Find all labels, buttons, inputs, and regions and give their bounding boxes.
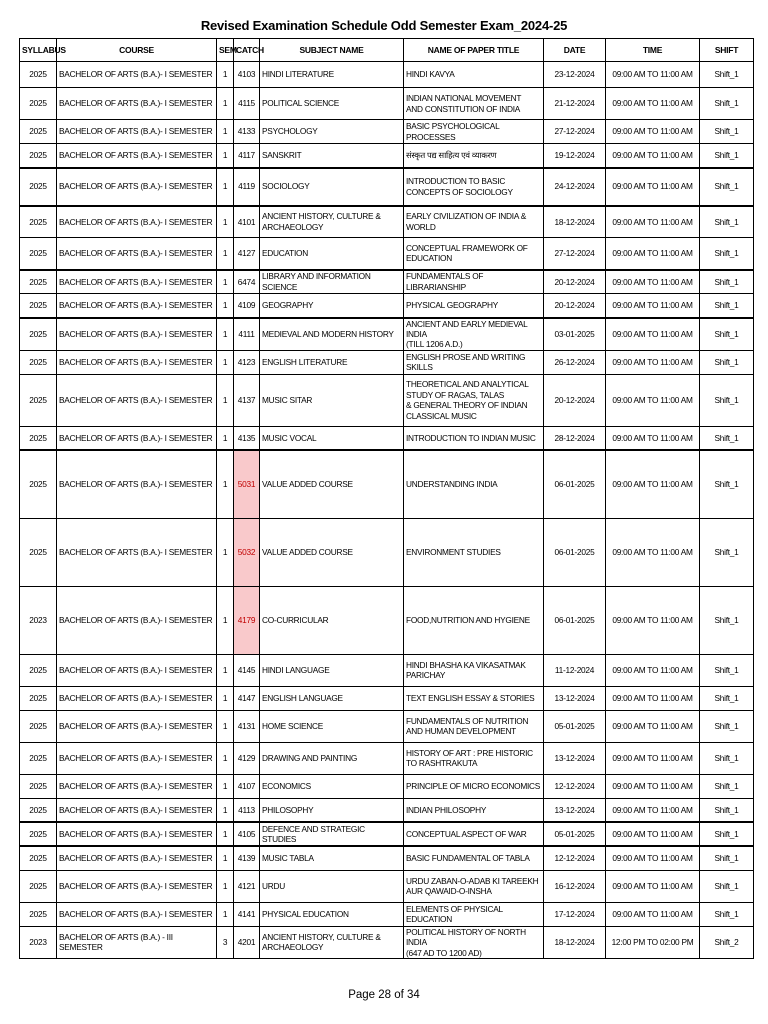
cell-course: BACHELOR OF ARTS (B.A.)- I SEMESTER bbox=[57, 798, 217, 822]
cell-shift: Shift_1 bbox=[700, 822, 754, 846]
cell-sem: 1 bbox=[217, 902, 234, 926]
cell-time: 09:00 AM TO 11:00 AM bbox=[606, 710, 700, 742]
cell-subject: VALUE ADDED COURSE bbox=[260, 450, 404, 518]
cell-time: 09:00 AM TO 11:00 AM bbox=[606, 450, 700, 518]
cell-subject: MUSIC TABLA bbox=[260, 846, 404, 870]
cell-syllabus: 2023 bbox=[20, 926, 57, 958]
table-row bbox=[20, 88, 754, 120]
table-row bbox=[20, 774, 754, 798]
cell-syllabus: 2025 bbox=[20, 654, 57, 686]
cell-syllabus: 2025 bbox=[20, 270, 57, 294]
cell-syllabus: 2025 bbox=[20, 238, 57, 270]
cell-course: BACHELOR OF ARTS (B.A.)- I SEMESTER bbox=[57, 686, 217, 710]
cell-paper: PRINCIPLE OF MICRO ECONOMICS bbox=[404, 774, 544, 798]
cell-time: 09:00 AM TO 11:00 AM bbox=[606, 774, 700, 798]
cell-catch: 4107 bbox=[234, 774, 260, 798]
cell-shift: Shift_1 bbox=[700, 846, 754, 870]
cell-catch: 6474 bbox=[234, 270, 260, 294]
exam-schedule-table bbox=[19, 38, 754, 959]
cell-course: BACHELOR OF ARTS (B.A.)- I SEMESTER bbox=[57, 822, 217, 846]
cell-course: BACHELOR OF ARTS (B.A.)- I SEMESTER bbox=[57, 654, 217, 686]
table-row bbox=[20, 120, 754, 144]
cell-course: BACHELOR OF ARTS (B.A.)- I SEMESTER bbox=[57, 710, 217, 742]
cell-subject: URDU bbox=[260, 870, 404, 902]
cell-syllabus: 2025 bbox=[20, 144, 57, 168]
cell-sem: 1 bbox=[217, 686, 234, 710]
cell-shift: Shift_1 bbox=[700, 798, 754, 822]
page-title: Revised Examination Schedule Odd Semester Exam_2024-25 bbox=[200, 18, 568, 33]
cell-syllabus: 2025 bbox=[20, 318, 57, 351]
cell-subject: DRAWING AND PAINTING bbox=[260, 742, 404, 774]
table-row bbox=[20, 144, 754, 168]
cell-shift: Shift_1 bbox=[700, 774, 754, 798]
table-row bbox=[20, 168, 754, 206]
cell-catch: 4111 bbox=[234, 318, 260, 351]
cell-time: 09:00 AM TO 11:00 AM bbox=[606, 294, 700, 318]
cell-sem: 1 bbox=[217, 144, 234, 168]
cell-syllabus: 2025 bbox=[20, 374, 57, 426]
cell-sem: 1 bbox=[217, 426, 234, 450]
cell-shift: Shift_1 bbox=[700, 294, 754, 318]
cell-time: 09:00 AM TO 11:00 AM bbox=[606, 88, 700, 120]
cell-syllabus: 2025 bbox=[20, 120, 57, 144]
cell-shift: Shift_2 bbox=[700, 926, 754, 958]
cell-sem: 1 bbox=[217, 846, 234, 870]
cell-time: 09:00 AM TO 11:00 AM bbox=[606, 518, 700, 586]
cell-shift: Shift_1 bbox=[700, 426, 754, 450]
cell-date: 18-12-2024 bbox=[544, 206, 606, 238]
cell-subject: DEFENCE AND STRATEGIC STUDIES bbox=[260, 822, 404, 846]
table-row bbox=[20, 742, 754, 774]
cell-course: BACHELOR OF ARTS (B.A.)- I SEMESTER bbox=[57, 374, 217, 426]
header-catch: CATCH bbox=[234, 39, 260, 62]
table-row bbox=[20, 270, 754, 294]
cell-course: BACHELOR OF ARTS (B.A.)- I SEMESTER bbox=[57, 846, 217, 870]
cell-subject: MUSIC SITAR bbox=[260, 374, 404, 426]
cell-syllabus: 2025 bbox=[20, 426, 57, 450]
cell-time: 09:00 AM TO 11:00 AM bbox=[606, 238, 700, 270]
cell-catch: 5032 bbox=[234, 518, 260, 586]
cell-catch: 4113 bbox=[234, 798, 260, 822]
cell-sem: 1 bbox=[217, 586, 234, 654]
cell-date: 03-01-2025 bbox=[544, 318, 606, 351]
cell-paper: ANCIENT AND EARLY MEDIEVAL INDIA (TILL 1206 A.D.) bbox=[404, 318, 544, 351]
cell-time: 12:00 PM TO 02:00 PM bbox=[606, 926, 700, 958]
cell-paper: FOOD,NUTRITION AND HYGIENE bbox=[404, 586, 544, 654]
header-sem: SEM bbox=[217, 39, 234, 62]
cell-shift: Shift_1 bbox=[700, 206, 754, 238]
table-row bbox=[20, 62, 754, 88]
cell-paper: TEXT ENGLISH ESSAY & STORIES bbox=[404, 686, 544, 710]
cell-syllabus: 2025 bbox=[20, 710, 57, 742]
cell-sem: 1 bbox=[217, 774, 234, 798]
cell-subject: ECONOMICS bbox=[260, 774, 404, 798]
cell-syllabus: 2025 bbox=[20, 870, 57, 902]
cell-catch: 4109 bbox=[234, 294, 260, 318]
cell-time: 09:00 AM TO 11:00 AM bbox=[606, 902, 700, 926]
cell-date: 28-12-2024 bbox=[544, 426, 606, 450]
header-paper: NAME OF PAPER TITLE bbox=[404, 39, 544, 62]
cell-sem: 1 bbox=[217, 518, 234, 586]
cell-course: BACHELOR OF ARTS (B.A.)- I SEMESTER bbox=[57, 270, 217, 294]
table-row bbox=[20, 710, 754, 742]
cell-paper: EARLY CIVILIZATION OF INDIA & WORLD bbox=[404, 206, 544, 238]
cell-syllabus: 2025 bbox=[20, 206, 57, 238]
table-row bbox=[20, 822, 754, 846]
cell-course: BACHELOR OF ARTS (B.A.)- I SEMESTER bbox=[57, 350, 217, 374]
cell-date: 19-12-2024 bbox=[544, 144, 606, 168]
table-row bbox=[20, 586, 754, 654]
cell-catch: 4119 bbox=[234, 168, 260, 206]
cell-subject: HOME SCIENCE bbox=[260, 710, 404, 742]
cell-sem: 1 bbox=[217, 120, 234, 144]
cell-paper: URDU ZABAN-O-ADAB KI TAREEKH AUR QAWAID-O-INSHA bbox=[404, 870, 544, 902]
cell-syllabus: 2025 bbox=[20, 88, 57, 120]
cell-course: BACHELOR OF ARTS (B.A.)- I SEMESTER bbox=[57, 120, 217, 144]
cell-time: 09:00 AM TO 11:00 AM bbox=[606, 350, 700, 374]
cell-shift: Shift_1 bbox=[700, 654, 754, 686]
table-row bbox=[20, 926, 754, 958]
cell-date: 20-12-2024 bbox=[544, 270, 606, 294]
cell-time: 09:00 AM TO 11:00 AM bbox=[606, 270, 700, 294]
cell-shift: Shift_1 bbox=[700, 144, 754, 168]
cell-sem: 1 bbox=[217, 294, 234, 318]
cell-course: BACHELOR OF ARTS (B.A.)- I SEMESTER bbox=[57, 870, 217, 902]
cell-time: 09:00 AM TO 11:00 AM bbox=[606, 654, 700, 686]
cell-time: 09:00 AM TO 11:00 AM bbox=[606, 846, 700, 870]
cell-course: BACHELOR OF ARTS (B.A.)- I SEMESTER bbox=[57, 426, 217, 450]
cell-date: 12-12-2024 bbox=[544, 846, 606, 870]
cell-course: BACHELOR OF ARTS (B.A.)- I SEMESTER bbox=[57, 88, 217, 120]
cell-subject: VALUE ADDED COURSE bbox=[260, 518, 404, 586]
cell-date: 05-01-2025 bbox=[544, 710, 606, 742]
cell-course: BACHELOR OF ARTS (B.A.)- I SEMESTER bbox=[57, 742, 217, 774]
table-row bbox=[20, 294, 754, 318]
cell-course: BACHELOR OF ARTS (B.A.)- I SEMESTER bbox=[57, 902, 217, 926]
cell-course: BACHELOR OF ARTS (B.A.)- I SEMESTER bbox=[57, 62, 217, 88]
cell-date: 20-12-2024 bbox=[544, 294, 606, 318]
cell-subject: ENGLISH LITERATURE bbox=[260, 350, 404, 374]
cell-syllabus: 2025 bbox=[20, 774, 57, 798]
cell-catch: 4141 bbox=[234, 902, 260, 926]
cell-shift: Shift_1 bbox=[700, 168, 754, 206]
cell-time: 09:00 AM TO 11:00 AM bbox=[606, 798, 700, 822]
cell-paper: HINDI KAVYA bbox=[404, 62, 544, 88]
table-row bbox=[20, 902, 754, 926]
cell-course: BACHELOR OF ARTS (B.A.)- I SEMESTER bbox=[57, 586, 217, 654]
cell-syllabus: 2025 bbox=[20, 294, 57, 318]
cell-subject: HINDI LITERATURE bbox=[260, 62, 404, 88]
cell-catch: 4137 bbox=[234, 374, 260, 426]
cell-syllabus: 2025 bbox=[20, 350, 57, 374]
cell-shift: Shift_1 bbox=[700, 318, 754, 351]
cell-paper: BASIC PSYCHOLOGICAL PROCESSES bbox=[404, 120, 544, 144]
cell-date: 21-12-2024 bbox=[544, 88, 606, 120]
table-row bbox=[20, 846, 754, 870]
cell-catch: 4121 bbox=[234, 870, 260, 902]
header-subject: SUBJECT NAME bbox=[260, 39, 404, 62]
cell-subject: MEDIEVAL AND MODERN HISTORY bbox=[260, 318, 404, 351]
cell-shift: Shift_1 bbox=[700, 62, 754, 88]
header-date: DATE bbox=[544, 39, 606, 62]
cell-course: BACHELOR OF ARTS (B.A.)- I SEMESTER bbox=[57, 144, 217, 168]
cell-catch: 4115 bbox=[234, 88, 260, 120]
page-number: Page 28 of 34 bbox=[348, 989, 420, 1001]
cell-sem: 1 bbox=[217, 168, 234, 206]
cell-subject: POLITICAL SCIENCE bbox=[260, 88, 404, 120]
cell-time: 09:00 AM TO 11:00 AM bbox=[606, 120, 700, 144]
cell-subject: SOCIOLOGY bbox=[260, 168, 404, 206]
cell-course: BACHELOR OF ARTS (B.A.)- I SEMESTER bbox=[57, 774, 217, 798]
cell-time: 09:00 AM TO 11:00 AM bbox=[606, 426, 700, 450]
cell-sem: 3 bbox=[217, 926, 234, 958]
table-row bbox=[20, 318, 754, 351]
cell-time: 09:00 AM TO 11:00 AM bbox=[606, 144, 700, 168]
cell-date: 18-12-2024 bbox=[544, 926, 606, 958]
cell-catch: 4123 bbox=[234, 350, 260, 374]
cell-date: 23-12-2024 bbox=[544, 62, 606, 88]
cell-catch: 5031 bbox=[234, 450, 260, 518]
cell-date: 11-12-2024 bbox=[544, 654, 606, 686]
cell-time: 09:00 AM TO 11:00 AM bbox=[606, 206, 700, 238]
cell-course: BACHELOR OF ARTS (B.A.)- I SEMESTER bbox=[57, 294, 217, 318]
cell-date: 13-12-2024 bbox=[544, 686, 606, 710]
cell-paper: CONCEPTUAL FRAMEWORK OF EDUCATION bbox=[404, 238, 544, 270]
cell-time: 09:00 AM TO 11:00 AM bbox=[606, 318, 700, 351]
cell-paper: FUNDAMENTALS OF LIBRARIANSHIP bbox=[404, 270, 544, 294]
cell-syllabus: 2025 bbox=[20, 686, 57, 710]
cell-sem: 1 bbox=[217, 654, 234, 686]
cell-subject: PSYCHOLOGY bbox=[260, 120, 404, 144]
cell-date: 06-01-2025 bbox=[544, 586, 606, 654]
cell-date: 17-12-2024 bbox=[544, 902, 606, 926]
cell-sem: 1 bbox=[217, 206, 234, 238]
cell-course: BACHELOR OF ARTS (B.A.)- I SEMESTER bbox=[57, 318, 217, 351]
cell-date: 05-01-2025 bbox=[544, 822, 606, 846]
table-header-row bbox=[20, 39, 754, 62]
cell-time: 09:00 AM TO 11:00 AM bbox=[606, 168, 700, 206]
cell-shift: Shift_1 bbox=[700, 374, 754, 426]
cell-syllabus: 2025 bbox=[20, 450, 57, 518]
cell-shift: Shift_1 bbox=[700, 238, 754, 270]
cell-sem: 1 bbox=[217, 742, 234, 774]
cell-shift: Shift_1 bbox=[700, 586, 754, 654]
cell-catch: 4147 bbox=[234, 686, 260, 710]
cell-syllabus: 2025 bbox=[20, 62, 57, 88]
cell-sem: 1 bbox=[217, 798, 234, 822]
cell-shift: Shift_1 bbox=[700, 686, 754, 710]
cell-catch: 4133 bbox=[234, 120, 260, 144]
cell-paper: THEORETICAL AND ANALYTICAL STUDY OF RAGAS, TALAS & GENERAL THEORY OF INDIAN CLASSICAL MUSIC bbox=[404, 374, 544, 426]
cell-catch: 4179 bbox=[234, 586, 260, 654]
cell-subject: SANSKRIT bbox=[260, 144, 404, 168]
table-row bbox=[20, 450, 754, 518]
header-syllabus: SYLLABUS bbox=[20, 39, 57, 62]
cell-catch: 4201 bbox=[234, 926, 260, 958]
cell-subject: ANCIENT HISTORY, CULTURE & ARCHAEOLOGY bbox=[260, 206, 404, 238]
cell-date: 24-12-2024 bbox=[544, 168, 606, 206]
cell-course: BACHELOR OF ARTS (B.A.)- I SEMESTER bbox=[57, 450, 217, 518]
cell-shift: Shift_1 bbox=[700, 270, 754, 294]
cell-date: 16-12-2024 bbox=[544, 870, 606, 902]
cell-sem: 1 bbox=[217, 270, 234, 294]
cell-syllabus: 2025 bbox=[20, 518, 57, 586]
cell-time: 09:00 AM TO 11:00 AM bbox=[606, 742, 700, 774]
cell-date: 13-12-2024 bbox=[544, 742, 606, 774]
cell-paper: संस्कृत पद्य साहित्य एवं व्याकरण bbox=[404, 144, 544, 168]
cell-subject: PHYSICAL EDUCATION bbox=[260, 902, 404, 926]
cell-paper: INTRODUCTION TO BASIC CONCEPTS OF SOCIOLOGY bbox=[404, 168, 544, 206]
cell-paper: ELEMENTS OF PHYSICAL EDUCATION bbox=[404, 902, 544, 926]
cell-subject: MUSIC VOCAL bbox=[260, 426, 404, 450]
cell-date: 06-01-2025 bbox=[544, 518, 606, 586]
cell-paper: BASIC FUNDAMENTAL OF TABLA bbox=[404, 846, 544, 870]
cell-shift: Shift_1 bbox=[700, 350, 754, 374]
cell-time: 09:00 AM TO 11:00 AM bbox=[606, 822, 700, 846]
cell-sem: 1 bbox=[217, 822, 234, 846]
cell-paper: ENVIRONMENT STUDIES bbox=[404, 518, 544, 586]
cell-time: 09:00 AM TO 11:00 AM bbox=[606, 62, 700, 88]
cell-shift: Shift_1 bbox=[700, 710, 754, 742]
cell-paper: ENGLISH PROSE AND WRITING SKILLS bbox=[404, 350, 544, 374]
cell-syllabus: 2025 bbox=[20, 742, 57, 774]
cell-course: BACHELOR OF ARTS (B.A.)- I SEMESTER bbox=[57, 168, 217, 206]
cell-paper: INDIAN PHILOSOPHY bbox=[404, 798, 544, 822]
cell-subject: ANCIENT HISTORY, CULTURE & ARCHAEOLOGY bbox=[260, 926, 404, 958]
cell-sem: 1 bbox=[217, 88, 234, 120]
cell-sem: 1 bbox=[217, 870, 234, 902]
cell-sem: 1 bbox=[217, 350, 234, 374]
cell-subject: EDUCATION bbox=[260, 238, 404, 270]
cell-paper: PHYSICAL GEOGRAPHY bbox=[404, 294, 544, 318]
cell-sem: 1 bbox=[217, 318, 234, 351]
cell-subject: PHILOSOPHY bbox=[260, 798, 404, 822]
cell-catch: 4101 bbox=[234, 206, 260, 238]
table-row bbox=[20, 870, 754, 902]
table-row bbox=[20, 206, 754, 238]
cell-subject: CO-CURRICULAR bbox=[260, 586, 404, 654]
header-course: COURSE bbox=[57, 39, 217, 62]
cell-catch: 4129 bbox=[234, 742, 260, 774]
cell-syllabus: 2025 bbox=[20, 846, 57, 870]
table-row bbox=[20, 798, 754, 822]
cell-paper: HINDI BHASHA KA VIKASATMAK PARICHAY bbox=[404, 654, 544, 686]
cell-shift: Shift_1 bbox=[700, 902, 754, 926]
cell-catch: 4131 bbox=[234, 710, 260, 742]
cell-shift: Shift_1 bbox=[700, 742, 754, 774]
cell-catch: 4105 bbox=[234, 822, 260, 846]
cell-time: 09:00 AM TO 11:00 AM bbox=[606, 870, 700, 902]
cell-sem: 1 bbox=[217, 374, 234, 426]
cell-paper: CONCEPTUAL ASPECT OF WAR bbox=[404, 822, 544, 846]
cell-time: 09:00 AM TO 11:00 AM bbox=[606, 374, 700, 426]
cell-date: 27-12-2024 bbox=[544, 120, 606, 144]
cell-date: 26-12-2024 bbox=[544, 350, 606, 374]
cell-subject: ENGLISH LANGUAGE bbox=[260, 686, 404, 710]
cell-course: BACHELOR OF ARTS (B.A.)- I SEMESTER bbox=[57, 238, 217, 270]
cell-subject: HINDI LANGUAGE bbox=[260, 654, 404, 686]
cell-shift: Shift_1 bbox=[700, 120, 754, 144]
cell-catch: 4145 bbox=[234, 654, 260, 686]
cell-catch: 4135 bbox=[234, 426, 260, 450]
cell-sem: 1 bbox=[217, 450, 234, 518]
cell-course: BACHELOR OF ARTS (B.A.) - III SEMESTER bbox=[57, 926, 217, 958]
cell-date: 27-12-2024 bbox=[544, 238, 606, 270]
cell-shift: Shift_1 bbox=[700, 518, 754, 586]
cell-paper: INDIAN NATIONAL MOVEMENT AND CONSTITUTION OF INDIA bbox=[404, 88, 544, 120]
table-row bbox=[20, 426, 754, 450]
cell-time: 09:00 AM TO 11:00 AM bbox=[606, 686, 700, 710]
cell-date: 13-12-2024 bbox=[544, 798, 606, 822]
table-row bbox=[20, 686, 754, 710]
cell-paper: INTRODUCTION TO INDIAN MUSIC bbox=[404, 426, 544, 450]
header-shift: SHIFT bbox=[700, 39, 754, 62]
cell-sem: 1 bbox=[217, 238, 234, 270]
table-body bbox=[20, 62, 754, 959]
cell-date: 12-12-2024 bbox=[544, 774, 606, 798]
cell-catch: 4117 bbox=[234, 144, 260, 168]
cell-shift: Shift_1 bbox=[700, 88, 754, 120]
cell-paper: POLITICAL HISTORY OF NORTH INDIA (647 AD TO 1200 AD) bbox=[404, 926, 544, 958]
cell-catch: 4103 bbox=[234, 62, 260, 88]
cell-sem: 1 bbox=[217, 62, 234, 88]
table-row bbox=[20, 518, 754, 586]
cell-syllabus: 2025 bbox=[20, 798, 57, 822]
cell-shift: Shift_1 bbox=[700, 450, 754, 518]
cell-date: 20-12-2024 bbox=[544, 374, 606, 426]
table-row bbox=[20, 350, 754, 374]
table-row bbox=[20, 238, 754, 270]
cell-syllabus: 2025 bbox=[20, 822, 57, 846]
cell-subject: LIBRARY AND INFORMATION SCIENCE bbox=[260, 270, 404, 294]
cell-date: 06-01-2025 bbox=[544, 450, 606, 518]
cell-subject: GEOGRAPHY bbox=[260, 294, 404, 318]
cell-paper: FUNDAMENTALS OF NUTRITION AND HUMAN DEVELOPMENT bbox=[404, 710, 544, 742]
cell-course: BACHELOR OF ARTS (B.A.)- I SEMESTER bbox=[57, 518, 217, 586]
table-row bbox=[20, 654, 754, 686]
cell-syllabus: 2025 bbox=[20, 902, 57, 926]
cell-time: 09:00 AM TO 11:00 AM bbox=[606, 586, 700, 654]
cell-paper: HISTORY OF ART : PRE HISTORIC TO RASHTRAKUTA bbox=[404, 742, 544, 774]
cell-catch: 4139 bbox=[234, 846, 260, 870]
header-time: TIME bbox=[606, 39, 700, 62]
cell-sem: 1 bbox=[217, 710, 234, 742]
table-row bbox=[20, 374, 754, 426]
cell-paper: UNDERSTANDING INDIA bbox=[404, 450, 544, 518]
cell-course: BACHELOR OF ARTS (B.A.)- I SEMESTER bbox=[57, 206, 217, 238]
cell-catch: 4127 bbox=[234, 238, 260, 270]
cell-syllabus: 2025 bbox=[20, 168, 57, 206]
cell-shift: Shift_1 bbox=[700, 870, 754, 902]
cell-syllabus: 2023 bbox=[20, 586, 57, 654]
